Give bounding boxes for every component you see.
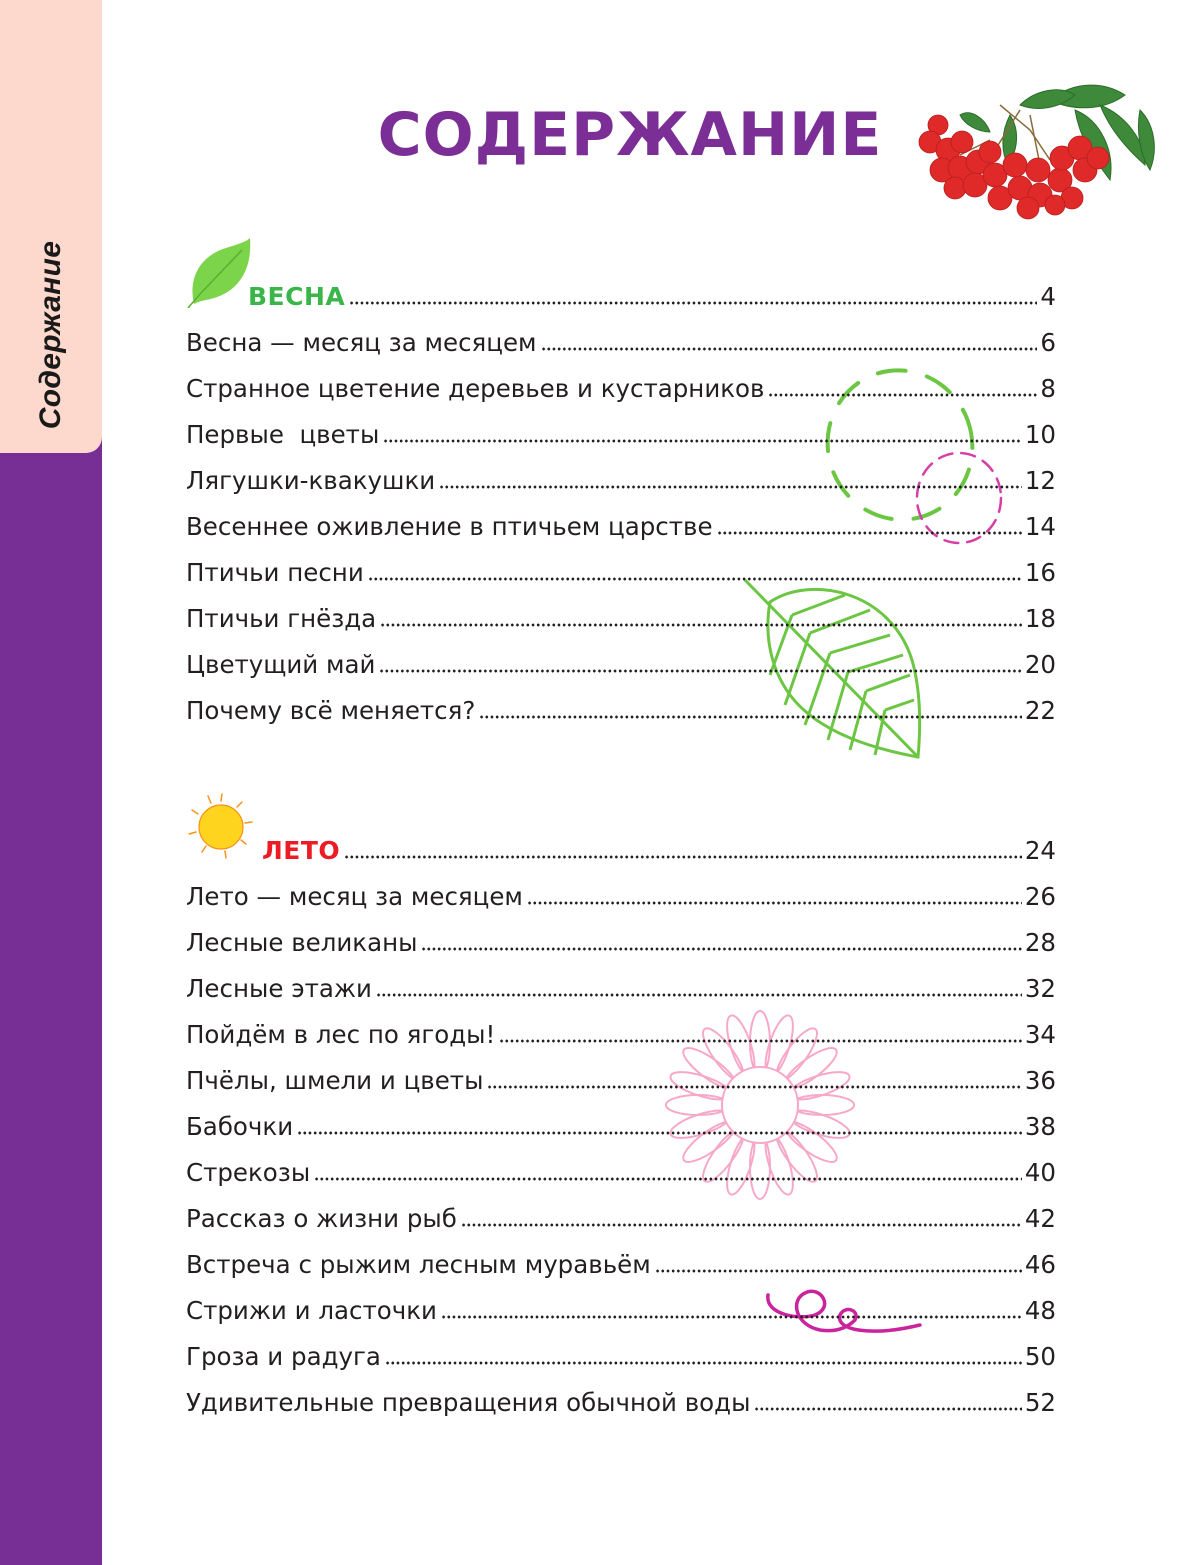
page-number: 42 (1024, 1204, 1056, 1233)
item-title: Бабочки (186, 1112, 294, 1141)
item-title: Первые цветы (186, 420, 380, 449)
item-title: Рассказ о жизни рыб (186, 1204, 457, 1233)
dot-leader (479, 715, 1021, 719)
item-title: Цветущий май (186, 650, 376, 679)
toc-section-heading[interactable] (186, 272, 1056, 312)
dot-leader (461, 1223, 1022, 1227)
page-number: 48 (1024, 1296, 1056, 1325)
toc-item[interactable] (186, 318, 1056, 358)
item-title: Лягушки-квакушки (186, 466, 436, 495)
item-title: Лесные великаны (186, 928, 418, 957)
toc-item[interactable] (186, 1056, 1056, 1096)
page-number: 32 (1024, 974, 1056, 1003)
side-tab-label: Содержание (34, 240, 67, 430)
toc-item[interactable] (186, 502, 1056, 542)
item-title: Встреча с рыжим лесным муравьём (186, 1250, 651, 1279)
page-number: 46 (1024, 1250, 1056, 1279)
dot-leader (297, 1131, 1022, 1135)
dot-leader (717, 531, 1022, 535)
page-number: 8 (1040, 374, 1056, 403)
dot-leader (376, 993, 1022, 997)
dot-leader (527, 901, 1022, 905)
toc-item[interactable] (186, 1010, 1056, 1050)
item-title: Пойдём в лес по ягоды! (186, 1020, 496, 1049)
section-title: ВЕСНА (248, 282, 346, 311)
item-title: Почему всё меняется? (186, 696, 476, 725)
dot-leader (754, 1407, 1021, 1411)
dot-leader (655, 1269, 1022, 1273)
page-number: 40 (1024, 1158, 1056, 1187)
dot-leader (768, 393, 1037, 397)
dot-leader (314, 1177, 1022, 1181)
toc-item[interactable] (186, 964, 1056, 1004)
item-title: Весна — месяц за месяцем (186, 328, 537, 357)
item-title: Лето — месяц за месяцем (186, 882, 523, 911)
page-number: 36 (1024, 1066, 1056, 1095)
item-title: Гроза и радуга (186, 1342, 381, 1371)
page-number: 12 (1024, 466, 1056, 495)
item-title: Пчёлы, шмели и цветы (186, 1066, 484, 1095)
dot-leader (439, 485, 1022, 489)
item-title: Птичьи гнёзда (186, 604, 377, 633)
page-number: 18 (1024, 604, 1056, 633)
dot-leader (385, 1361, 1022, 1365)
page-number: 26 (1024, 882, 1056, 911)
page-number: 24 (1024, 836, 1056, 865)
toc-item[interactable] (186, 594, 1056, 634)
page-number: 38 (1024, 1112, 1056, 1141)
toc-item[interactable] (186, 456, 1056, 496)
page-number: 4 (1040, 282, 1056, 311)
page-number: 16 (1024, 558, 1056, 587)
toc-item[interactable] (186, 548, 1056, 588)
item-title: Странное цветение деревьев и кустарников (186, 374, 765, 403)
toc-item[interactable] (186, 640, 1056, 680)
dot-leader (379, 669, 1021, 673)
dot-leader (421, 947, 1021, 951)
toc-item[interactable] (186, 918, 1056, 958)
toc-item[interactable] (186, 872, 1056, 912)
page-number: 34 (1024, 1020, 1056, 1049)
toc-item[interactable] (186, 1332, 1056, 1372)
dot-leader (487, 1085, 1021, 1089)
page-number: 22 (1024, 696, 1056, 725)
dot-leader (344, 855, 1022, 859)
dot-leader (380, 623, 1022, 627)
item-title: Лесные этажи (186, 974, 372, 1003)
toc-item[interactable] (186, 364, 1056, 404)
dot-leader (383, 439, 1022, 443)
page-number: 10 (1024, 420, 1056, 449)
item-title: Стрижи и ласточки (186, 1296, 437, 1325)
page-number: 14 (1024, 512, 1056, 541)
page-number: 20 (1024, 650, 1056, 679)
dot-leader (541, 347, 1038, 351)
item-title: Удивительные превращения обычной воды (186, 1388, 751, 1417)
toc-item[interactable] (186, 1240, 1056, 1280)
page-number: 52 (1024, 1388, 1056, 1417)
item-title: Птичьи песни (186, 558, 364, 587)
toc-item[interactable] (186, 686, 1056, 726)
page-number: 28 (1024, 928, 1056, 957)
item-title: Весеннее оживление в птичьем царстве (186, 512, 713, 541)
toc-item[interactable] (186, 1102, 1056, 1142)
toc-item[interactable] (186, 410, 1056, 450)
dot-leader (499, 1039, 1021, 1043)
section-title: ЛЕТО (262, 836, 341, 865)
page-title: СОДЕРЖАНИЕ (377, 100, 883, 170)
rowan-berries-image (900, 70, 1170, 225)
dot-leader (368, 577, 1022, 581)
toc-item[interactable] (186, 1378, 1056, 1418)
toc-item[interactable] (186, 1194, 1056, 1234)
page-number: 6 (1040, 328, 1056, 357)
toc-section-heading[interactable] (186, 826, 1056, 866)
toc-item[interactable] (186, 1286, 1056, 1326)
page-number: 50 (1024, 1342, 1056, 1371)
dot-leader (349, 301, 1037, 305)
dot-leader (441, 1315, 1022, 1319)
item-title: Стрекозы (186, 1158, 311, 1187)
toc-item[interactable] (186, 1148, 1056, 1188)
